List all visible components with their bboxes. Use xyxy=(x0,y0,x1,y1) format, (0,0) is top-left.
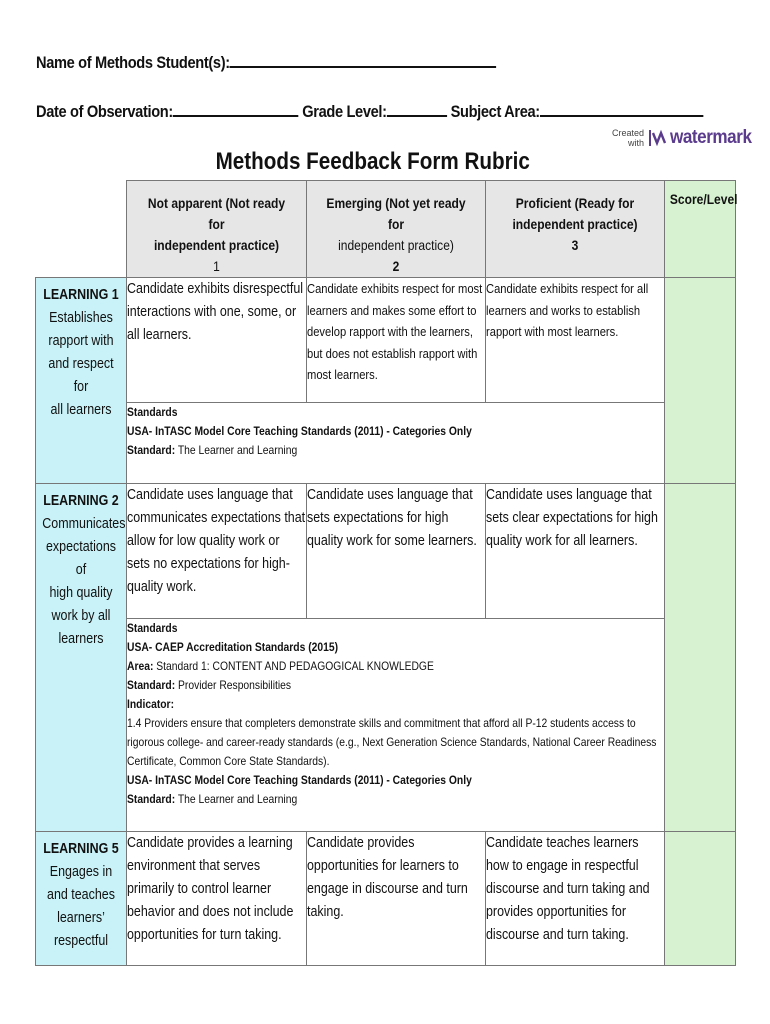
student-name-label: Name of Methods Student(s): xyxy=(36,53,230,72)
standards-row-learning-1 xyxy=(36,403,736,484)
level-1-descriptor[interactable] xyxy=(127,278,307,403)
outcome-line: rapport with xyxy=(48,333,114,349)
outcome-code: LEARNING 5 xyxy=(43,841,119,857)
level-3-descriptor[interactable] xyxy=(486,832,665,966)
header-empty-cell xyxy=(36,181,127,278)
descriptor-text: Candidate provides a learning environment that serves primarily to control learner behavior and does not include opportunities for turn taking. xyxy=(127,835,294,943)
subject-label: Subject Area: xyxy=(450,102,540,121)
descriptor-text: Candidate uses language that communicates expectations that allow for low quality work or sets no expectations for high-quality work. xyxy=(127,487,306,595)
standard-label: Standard: xyxy=(127,443,176,457)
rubric-row-learning-5 xyxy=(36,832,736,966)
column-header-1 xyxy=(127,181,307,278)
column-header-2-line2: independent practice) xyxy=(338,237,454,253)
page-title: Methods Feedback Form Rubric xyxy=(215,148,530,175)
watermark-created-with xyxy=(612,128,644,148)
standards-heading: Standards xyxy=(127,621,178,635)
standards-heading: Standards xyxy=(127,405,178,419)
rubric-row-learning-1 xyxy=(36,278,736,403)
standard-label: Standard: xyxy=(127,678,176,692)
level-2-descriptor[interactable] xyxy=(307,278,486,403)
area-label: Area: xyxy=(127,659,154,673)
outcome-code: LEARNING 2 xyxy=(43,493,119,509)
date-label: Date of Observation: xyxy=(36,102,173,121)
outcome-line: high quality xyxy=(49,585,113,601)
level-2-descriptor[interactable] xyxy=(307,484,486,619)
standards-source-2: USA- InTASC Model Core Teaching Standards (2011) - Categories Only xyxy=(127,773,472,787)
standards-learning-2 xyxy=(127,619,665,832)
score-cell-learning-1[interactable] xyxy=(665,278,736,484)
watermark-icon xyxy=(648,128,666,148)
standard-value: Provider Responsibilities xyxy=(178,678,292,692)
subject-blank[interactable] xyxy=(540,101,703,117)
column-header-1-line1: Not apparent (Not ready for xyxy=(147,195,286,232)
level-3-descriptor[interactable] xyxy=(486,278,665,403)
outcome-line: learners’ xyxy=(57,910,105,926)
level-1-descriptor[interactable] xyxy=(127,484,307,619)
watermark-brand: watermark xyxy=(670,127,752,148)
column-header-3 xyxy=(486,181,665,278)
column-header-2-line1: Emerging (Not yet ready for xyxy=(326,195,466,232)
watermark-logo xyxy=(612,127,761,149)
outcome-line: and respect for xyxy=(48,356,114,395)
level-1-descriptor[interactable] xyxy=(127,832,307,966)
outcome-learning-1 xyxy=(36,278,127,484)
column-header-3-line1: Proficient (Ready for xyxy=(515,195,635,211)
level-2-descriptor[interactable] xyxy=(307,832,486,966)
column-header-2-level: 2 xyxy=(392,258,400,274)
standard-value: The Learner and Learning xyxy=(177,443,298,457)
standards-learning-1 xyxy=(127,403,665,484)
column-header-1-level: 1 xyxy=(213,258,220,274)
grade-label: Grade Level: xyxy=(302,102,387,121)
outcome-line: Engages in xyxy=(49,864,113,880)
descriptor-text: Candidate uses language that sets expectations for high quality work for some learners. xyxy=(307,487,477,549)
page-title-wrap xyxy=(0,148,770,176)
outcome-learning-5 xyxy=(36,832,127,966)
standards-source: USA- InTASC Model Core Teaching Standards (2011) - Categories Only xyxy=(127,424,472,438)
outcome-line: learners xyxy=(58,631,104,647)
grade-blank[interactable] xyxy=(387,101,447,117)
outcome-line: Communicates xyxy=(42,516,126,532)
standards-row-learning-2 xyxy=(36,619,736,832)
descriptor-text: Candidate teaches learners how to engage in respectful discourse and turn taking and provides opportunities for discourse and turn taking. xyxy=(486,835,650,943)
outcome-line: respectful xyxy=(53,933,109,949)
rubric-header-row xyxy=(36,181,736,278)
score-level-header-text: Score/Level xyxy=(669,191,738,207)
outcome-code: LEARNING 1 xyxy=(43,287,119,303)
column-header-3-level: 3 xyxy=(571,237,579,253)
column-header-1-line2: independent practice) xyxy=(153,237,280,253)
observation-info-line xyxy=(36,101,703,122)
standard-value-2: The Learner and Learning xyxy=(177,792,298,806)
outcome-line: Establishes xyxy=(49,310,113,326)
student-name-blank[interactable] xyxy=(230,52,497,68)
watermark-with-text: with xyxy=(628,138,645,148)
outcome-line: and teaches xyxy=(47,887,115,903)
descriptor-text: Candidate provides opportunities for learners to engage in discourse and turn taking. xyxy=(307,835,468,920)
score-level-header xyxy=(665,181,736,278)
outcome-line: expectations of xyxy=(45,539,117,578)
standard-label-2: Standard: xyxy=(127,792,176,806)
watermark-created-text: Created xyxy=(612,128,645,138)
rubric-row-learning-2 xyxy=(36,484,736,619)
descriptor-text: Candidate exhibits respect for most learners and makes some effort to develop rapport with the learners, but does not establish rapport with most learners. xyxy=(307,281,483,382)
column-header-2 xyxy=(307,181,486,278)
score-cell-learning-2[interactable] xyxy=(665,484,736,832)
outcome-line: all learners xyxy=(50,402,112,418)
student-name-line xyxy=(36,52,496,73)
rubric-table xyxy=(35,180,736,966)
outcome-line: work by all xyxy=(51,608,111,624)
outcome-learning-2 xyxy=(36,484,127,832)
column-header-3-line2: independent practice) xyxy=(512,216,638,232)
level-3-descriptor[interactable] xyxy=(486,484,665,619)
standards-source: USA- CAEP Accreditation Standards (2015) xyxy=(127,640,339,654)
score-cell-learning-5[interactable] xyxy=(665,832,736,966)
indicator-text: 1.4 Providers ensure that completers demonstrate skills and commitment that afford all P-12 students access to rigorous college- and career-ready standards (e.g., Next Generation Science Standards, National Career Readiness Certificate, Common Core State Standards). xyxy=(127,716,657,768)
descriptor-text: Candidate exhibits respect for all learners and works to establish rapport with most learners. xyxy=(486,281,649,339)
date-blank[interactable] xyxy=(173,101,299,117)
descriptor-text: Candidate exhibits disrespectful interactions with one, some, or all learners. xyxy=(127,281,304,343)
area-value: Standard 1: CONTENT AND PEDAGOGICAL KNOWLEDGE xyxy=(156,659,434,673)
descriptor-text: Candidate uses language that sets clear expectations for high quality work for all learners. xyxy=(486,487,658,549)
indicator-label: Indicator: xyxy=(127,697,175,711)
